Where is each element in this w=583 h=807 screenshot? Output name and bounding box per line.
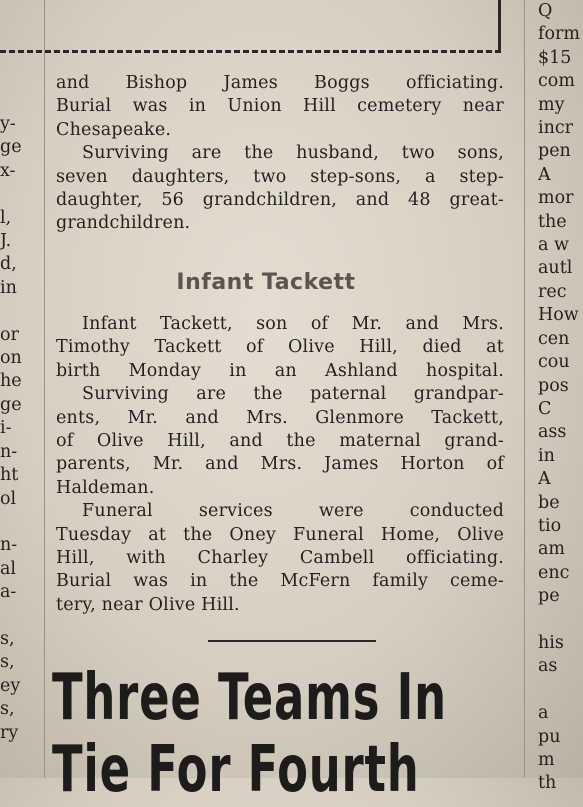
column-fragment: A [538, 164, 551, 185]
column-fragment: s, [0, 628, 15, 649]
column-fragment: am [538, 539, 566, 560]
column-fragment: Q [538, 1, 553, 21]
column-fragment: d, [0, 254, 17, 275]
column-fragment: How [538, 305, 579, 326]
column-fragment: l, [0, 207, 12, 228]
text-line: birth Monday in an Ashland hospital. [56, 360, 504, 381]
article-divider [208, 640, 376, 642]
column-fragment: autl [538, 258, 573, 279]
text-line: ents, Mr. and Mrs. Glenmore Tackett, [56, 407, 504, 428]
column-fragment: x- [0, 160, 16, 181]
column-fragment: $15 [538, 47, 572, 68]
text-line: Tuesday at the Oney Funeral Home, Olive [56, 524, 504, 545]
column-fragment: C [538, 398, 552, 419]
column-fragment: com [538, 71, 575, 92]
obituary-burial-paragraph [56, 72, 504, 142]
headline-line: Tie For Fourth [52, 733, 420, 807]
column-fragment [0, 605, 22, 628]
column-fragment: pos [538, 375, 569, 396]
text-line: Timothy Tackett of Olive Hill, died at [56, 337, 504, 358]
column-fragment: ry [0, 722, 19, 743]
column-fragment: al [0, 558, 17, 579]
column-fragment [538, 609, 583, 632]
column-fragment: cen [538, 328, 570, 349]
text-line: Burial was in Union Hill cemetery near [56, 96, 504, 117]
column-fragment: be [538, 492, 560, 513]
text-line: Infant Tackett, son of Mr. and Mrs. [82, 314, 504, 334]
text-line: Hill, with Charley Cambell officiating. [56, 548, 504, 569]
column-fragment: y- [0, 114, 16, 134]
survivors-paragraph [56, 383, 504, 500]
text-line: tery, near Olive Hill. [56, 594, 240, 615]
column-fragment: ey [0, 675, 21, 696]
column-fragment: in [538, 445, 555, 466]
column-fragment: pu [538, 726, 561, 747]
column-fragment: n- [0, 535, 18, 556]
column-fragment [0, 511, 22, 534]
column-fragment: or [0, 324, 19, 345]
right-column-fragments [538, 0, 583, 796]
column-fragment: cou [538, 352, 570, 373]
column-fragment: my [538, 94, 565, 115]
column-fragment: in [0, 277, 17, 298]
column-fragment: m [538, 750, 555, 770]
column-fragment: ol [0, 488, 17, 509]
sports-headline [52, 661, 447, 807]
column-fragment [0, 300, 22, 323]
column-fragment: he [0, 371, 22, 392]
column-fragment: ass [538, 422, 567, 443]
column-fragment: s, [0, 699, 15, 720]
text-line: grandchildren. [56, 213, 191, 234]
column-fragment [0, 183, 22, 206]
obituary-continued [56, 72, 504, 236]
column-fragment [538, 679, 583, 702]
column-fragment: tio [538, 515, 562, 536]
column-fragment: incr [538, 118, 574, 139]
column-fragment: ge [0, 137, 22, 158]
left-column-fragments [0, 113, 22, 745]
column-fragment: on [0, 348, 22, 369]
headline-line: Three Teams In [52, 661, 447, 735]
text-line: Surviving are the husband, two sons, [82, 143, 504, 164]
column-fragment: the [538, 211, 567, 232]
column-fragment: s, [0, 652, 15, 673]
right-column-rule [524, 0, 525, 778]
text-line: parents, Mr. and Mrs. James Horton of [56, 454, 504, 475]
death-paragraph [56, 313, 504, 383]
column-fragment: i- [0, 418, 12, 439]
column-fragment: pen [538, 141, 571, 162]
obituary-survivors-paragraph [56, 142, 504, 236]
text-line: Surviving are the paternal grandpar- [82, 384, 504, 405]
text-line: Burial was in the McFern family ceme- [56, 571, 504, 592]
column-fragment: mor [538, 188, 574, 209]
article-headline: Infant Tackett [176, 270, 356, 295]
column-fragment: a- [0, 582, 17, 603]
column-fragment: enc [538, 562, 570, 583]
column-fragment: rec [538, 281, 567, 302]
text-line: and Bishop James Boggs officiating. [56, 73, 504, 93]
column-fragment: form [538, 24, 580, 45]
column-fragment: a w [538, 235, 569, 256]
text-line: daughter, 56 grandchildren, and 48 great- [56, 190, 504, 211]
funeral-paragraph [56, 500, 504, 617]
column-fragment: A [538, 469, 551, 490]
column-fragment: ge [0, 394, 22, 415]
column-fragment: th [538, 773, 557, 794]
column-fragment: n- [0, 441, 18, 462]
column-fragment: a [538, 703, 549, 724]
text-line: of Olive Hill, and the maternal grand- [56, 431, 504, 452]
infant-article-body [56, 313, 504, 617]
column-fragment: as [538, 656, 558, 677]
text-line: Funeral services were conducted [82, 501, 504, 522]
top-boxed-item-border [0, 0, 501, 53]
text-line: Chesapeake. [56, 119, 172, 140]
left-column-rule [44, 0, 45, 778]
column-fragment: ht [0, 465, 19, 486]
column-fragment: his [538, 632, 564, 653]
text-line: Haldeman. [56, 477, 155, 498]
text-line: seven daughters, two step-sons, a step- [56, 166, 504, 187]
column-fragment: J. [0, 231, 12, 252]
column-fragment: pe [538, 586, 560, 607]
